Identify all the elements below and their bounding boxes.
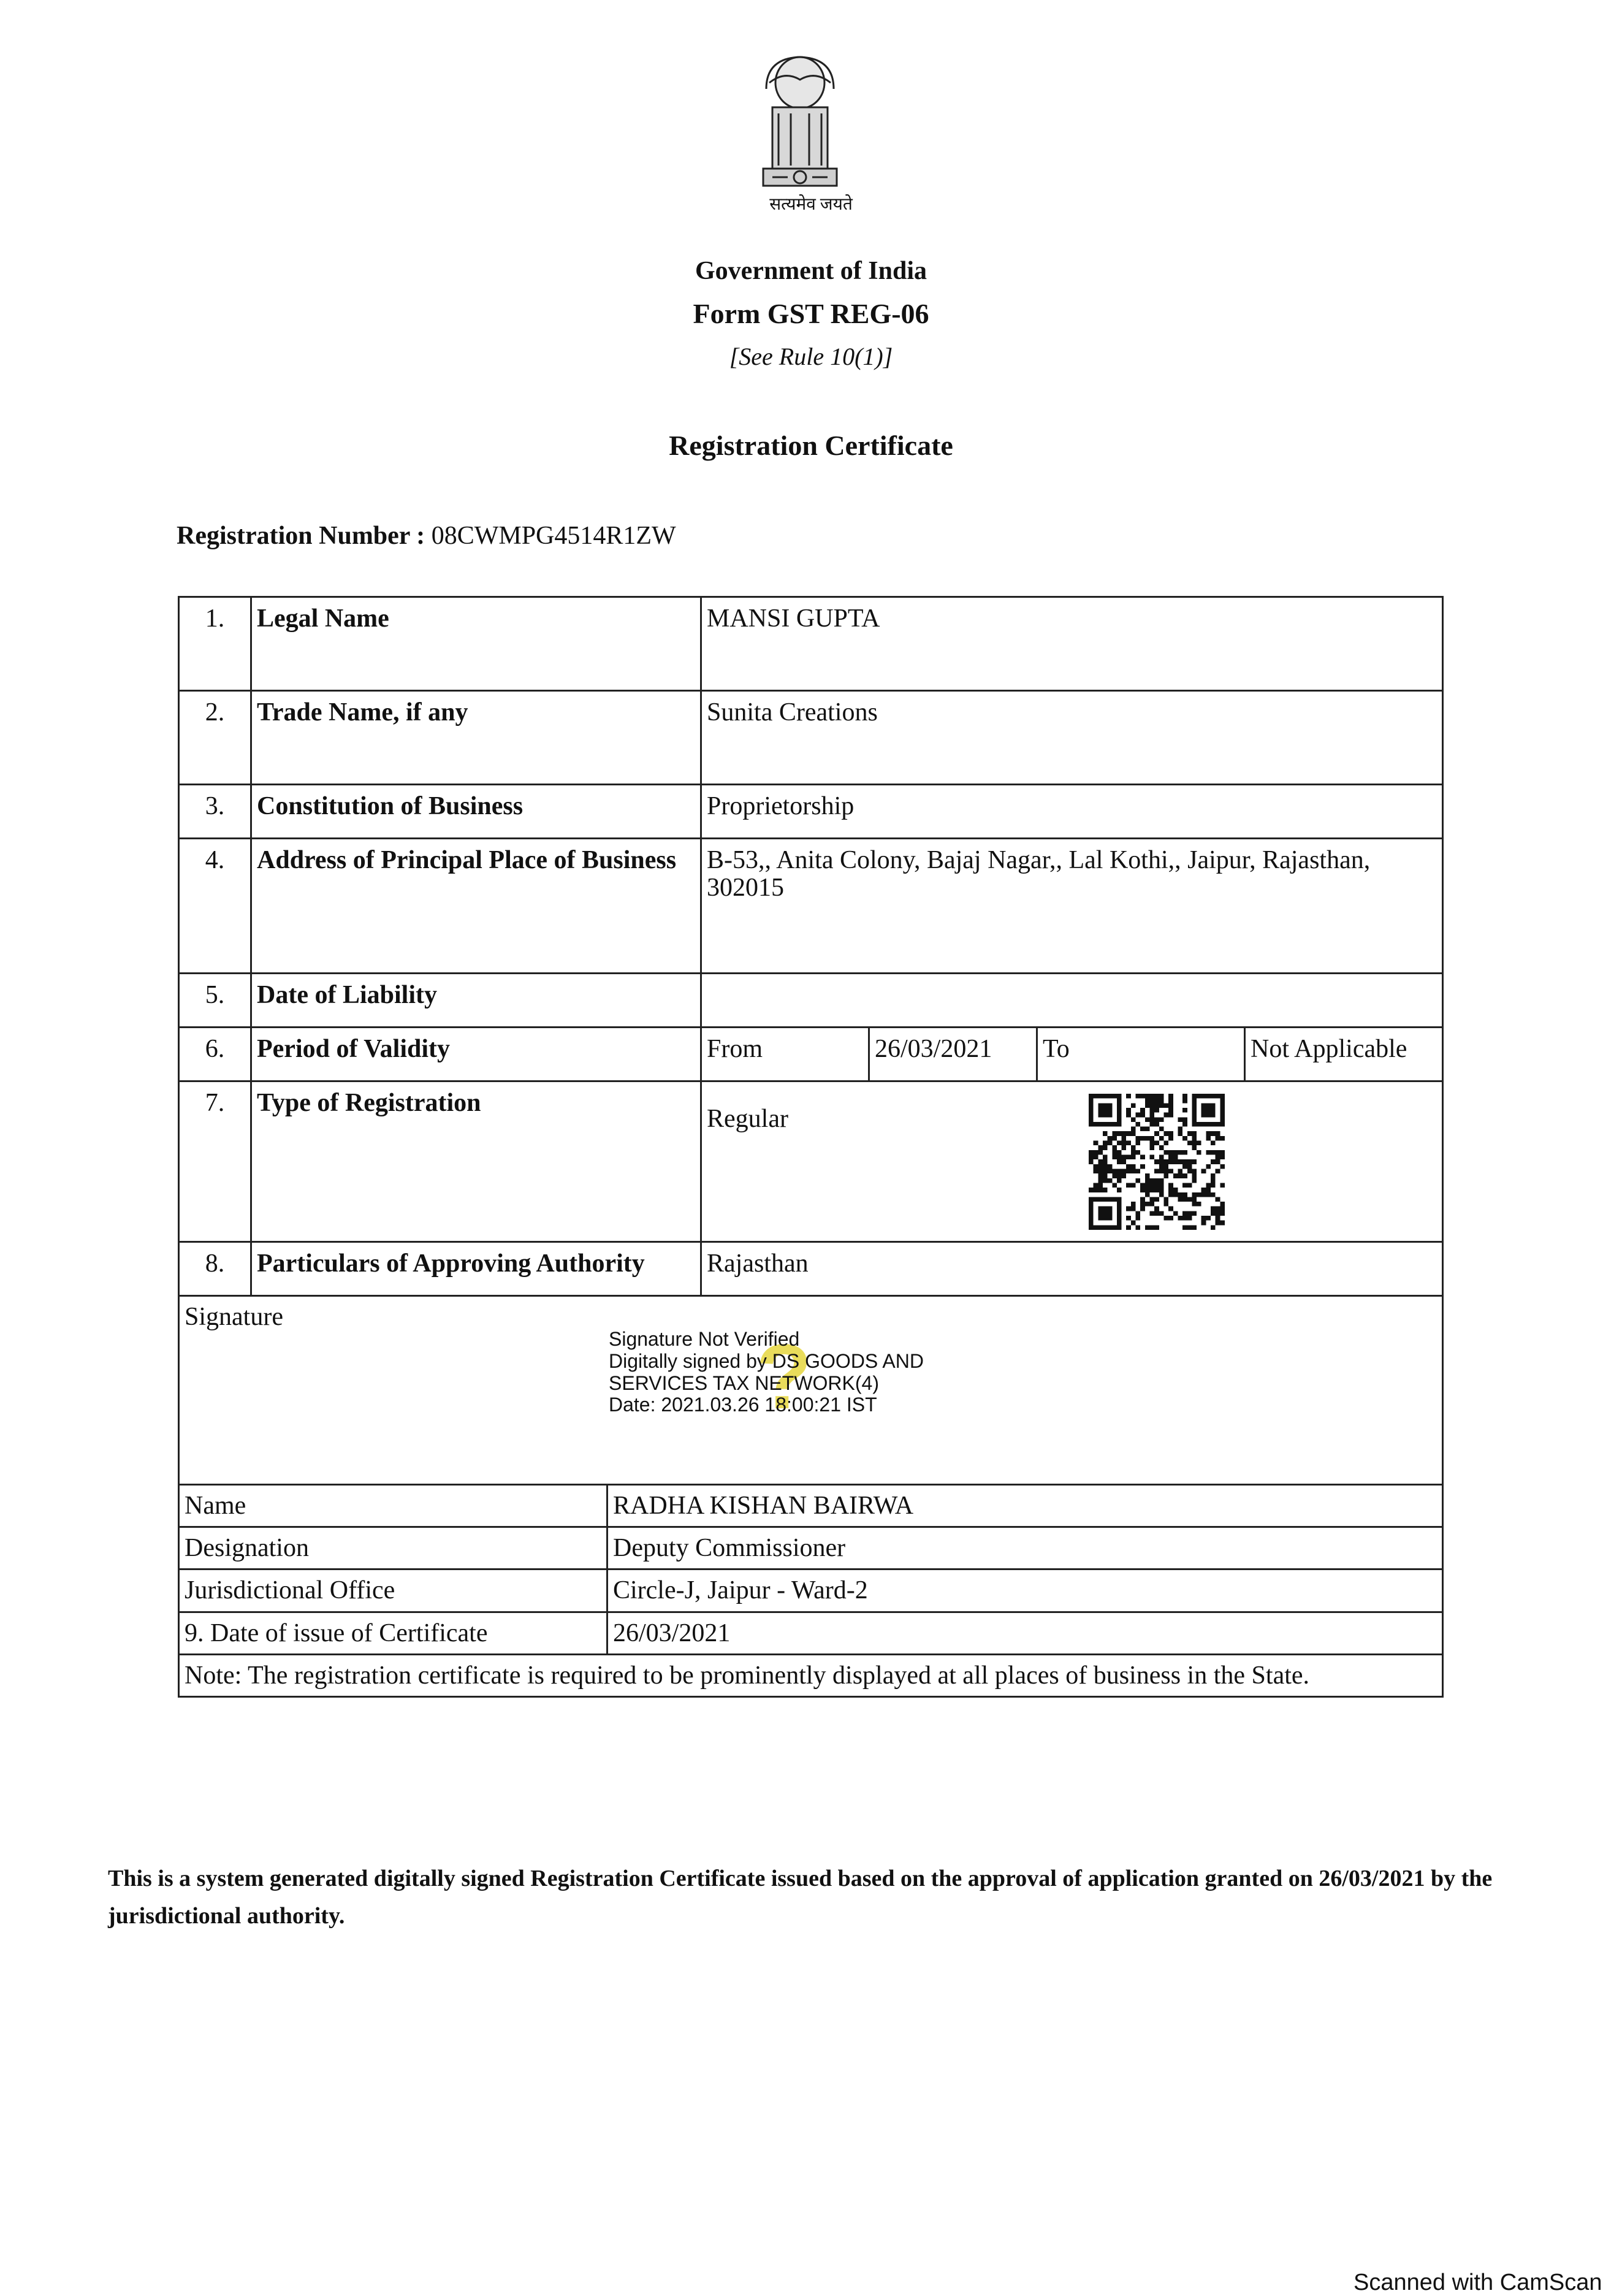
date-of-liability-value bbox=[701, 974, 1443, 1028]
row-label: Particulars of Approving Authority bbox=[251, 1242, 701, 1296]
row-number: 6. bbox=[179, 1028, 251, 1081]
rule-reference: [See Rule 10(1)] bbox=[729, 343, 893, 370]
validity-to-label: To bbox=[1037, 1028, 1245, 1081]
row-number: 8. bbox=[179, 1242, 251, 1296]
address-value: B-53,, Anita Colony, Bajaj Nagar,, Lal Kothi,, Jaipur, Rajasthan, 302015 bbox=[701, 839, 1443, 974]
issue-date-label: 9. Date of issue of Certificate bbox=[179, 1612, 607, 1654]
registration-details-table bbox=[178, 596, 1444, 1297]
digital-signature-block bbox=[609, 1329, 924, 1416]
system-generated-footer: This is a system generated digitally signed Registration Certificate issued based on the approval of application granted on 26/03/2021 by the jurisdictional authority. bbox=[108, 1866, 1493, 1929]
table-row bbox=[179, 1028, 1443, 1081]
table-row bbox=[179, 1527, 1443, 1569]
row-label: Period of Validity bbox=[251, 1028, 701, 1081]
signature-cell bbox=[179, 1296, 1443, 1485]
row-number: 3. bbox=[179, 785, 251, 839]
signature-unverified-icon: ? bbox=[756, 1325, 812, 1428]
signature-date: Date: 2021.03.26 18:00:21 IST bbox=[609, 1394, 877, 1416]
table-row bbox=[179, 785, 1443, 839]
legal-name-value: MANSI GUPTA bbox=[701, 597, 1443, 691]
designation-label: Designation bbox=[179, 1527, 607, 1569]
approving-authority-value: Rajasthan bbox=[701, 1242, 1443, 1296]
row-label: Constitution of Business bbox=[251, 785, 701, 839]
registration-type-value: Regular bbox=[701, 1081, 1443, 1242]
registration-number-value: 08CWMPG4514R1ZW bbox=[431, 522, 676, 550]
validity-from-value: 26/03/2021 bbox=[869, 1028, 1037, 1081]
signature-status: Signature Not Verified bbox=[609, 1328, 800, 1350]
camscan-watermark: Scanned with CamScan bbox=[1354, 2270, 1602, 2295]
table-row bbox=[179, 1242, 1443, 1296]
signature-authority-table bbox=[178, 1295, 1444, 1698]
row-label: Legal Name bbox=[251, 597, 701, 691]
issue-date-value: 26/03/2021 bbox=[607, 1612, 1443, 1654]
qr-code-icon bbox=[1089, 1094, 1225, 1230]
authority-name-label: Name bbox=[179, 1485, 607, 1527]
table-row bbox=[179, 597, 1443, 691]
table-row bbox=[179, 1081, 1443, 1242]
authority-name-value: RADHA KISHAN BAIRWA bbox=[607, 1485, 1443, 1527]
emblem-motto: सत्यमेव जयते bbox=[769, 195, 853, 214]
row-number: 4. bbox=[179, 839, 251, 974]
signature-signer: Digitally signed by DS GOODS AND bbox=[609, 1349, 924, 1372]
table-row bbox=[179, 839, 1443, 974]
table-row bbox=[179, 974, 1443, 1028]
registration-number bbox=[177, 521, 676, 551]
table-row bbox=[179, 1569, 1443, 1612]
signature-signer-cont: SERVICES TAX NETWORK(4) bbox=[609, 1371, 879, 1394]
row-number: 2. bbox=[179, 691, 251, 785]
row-label: Date of Liability bbox=[251, 974, 701, 1028]
signature-row bbox=[179, 1296, 1443, 1485]
row-number: 1. bbox=[179, 597, 251, 691]
table-row bbox=[179, 1485, 1443, 1527]
validity-to-value: Not Applicable bbox=[1245, 1028, 1443, 1081]
row-number: 7. bbox=[179, 1081, 251, 1242]
trade-name-value: Sunita Creations bbox=[701, 691, 1443, 785]
jurisdictional-office-label: Jurisdictional Office bbox=[179, 1569, 607, 1612]
display-note: Note: The registration certificate is required to be prominently displayed at all places of business in the State. bbox=[179, 1654, 1443, 1696]
table-row bbox=[179, 691, 1443, 785]
row-label: Type of Registration bbox=[251, 1081, 701, 1242]
signature-label: Signature bbox=[185, 1303, 283, 1331]
government-heading: Government of India bbox=[695, 257, 927, 285]
table-row bbox=[179, 1654, 1443, 1696]
row-label: Trade Name, if any bbox=[251, 691, 701, 785]
jurisdictional-office-value: Circle-J, Jaipur - Ward-2 bbox=[607, 1569, 1443, 1612]
constitution-value: Proprietorship bbox=[701, 785, 1443, 839]
row-label: Address of Principal Place of Business bbox=[251, 839, 701, 974]
form-title: Form GST REG-06 bbox=[693, 298, 929, 329]
certificate-title: Registration Certificate bbox=[669, 430, 953, 461]
row-number: 5. bbox=[179, 974, 251, 1028]
validity-from-label: From bbox=[701, 1028, 869, 1081]
table-row bbox=[179, 1612, 1443, 1654]
registration-number-label: Registration Number : bbox=[177, 522, 425, 550]
designation-value: Deputy Commissioner bbox=[607, 1527, 1443, 1569]
